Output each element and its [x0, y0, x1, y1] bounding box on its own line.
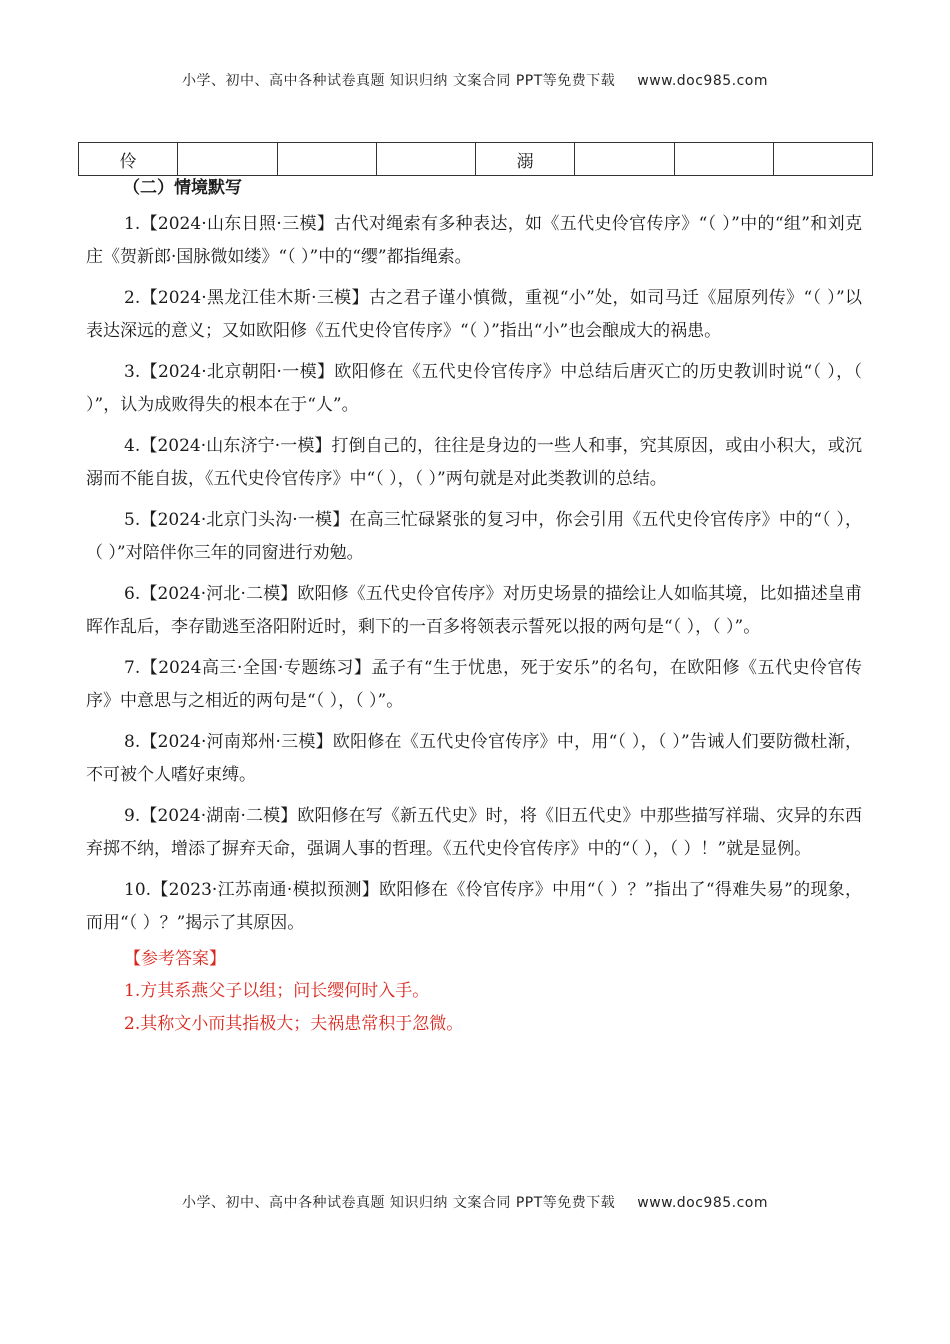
question-item: 9.【2024·湖南·二模】欧阳修在写《新五代史》时，将《旧五代史》中那些描写祥瑞、灾异的东西弃掷不纳，增添了摒弃天命，强调人事的哲理。《五代史伶官传序》中的“（ ），（ ）！”就是显例。	[86, 806, 862, 859]
question-item: 5.【2024·北京门头沟·一模】在高三忙碌紧张的复习中，你会引用《五代史伶官传序》中的“（ ），（ ）”对陪伴你三年的同窗进行劝勉。	[86, 510, 862, 563]
question-item: 4.【2024·山东济宁·一模】打倒自己的，往往是身边的一些人和事，究其原因，或由小积大，或沉溺而不能自拔，《五代史伶官传序》中“（ ），（ ）”两句就是对此类教训的总结。	[86, 436, 862, 489]
question-item: 6.【2024·河北·二模】欧阳修《五代史伶官传序》对历史场景的描绘让人如临其境，比如描述皇甫晖作乱后，李存勖逃至洛阳附近时，剩下的一百多将领表示誓死以报的两句是“（ ），（ ）”。	[86, 584, 862, 637]
table-cell: 伶	[79, 143, 178, 176]
page-footer-banner	[0, 1192, 950, 1212]
page-header-banner	[0, 70, 950, 90]
section-title: （二）情境默写	[123, 178, 242, 198]
table-cell	[674, 143, 773, 176]
table-cell	[575, 143, 674, 176]
question-item: 8.【2024·河南郑州·三模】欧阳修在《五代史伶官传序》中，用“（ ），（ ）”告诫人们要防微杜渐，不可被个人嗜好束缚。	[86, 732, 862, 785]
table-cell	[376, 143, 475, 176]
footer-url[interactable]: www.doc985.com	[637, 1195, 769, 1211]
header-text: 小学、初中、高中各种试卷真题 知识归纳 文案合同 PPT等免费下载	[181, 73, 616, 89]
question-item: 1.【2024·山东日照·三模】古代对绳索有多种表达，如《五代史伶官传序》“（ ）”中的“组”和刘克庄《贺新郎·国脉微如缕》“（ ）”中的“缨”都指绳索。	[86, 214, 862, 267]
table-cell	[773, 143, 872, 176]
document-body	[86, 176, 862, 1040]
header-url[interactable]: www.doc985.com	[637, 73, 769, 89]
character-table	[78, 142, 873, 176]
question-item: 7.【2024高三·全国·专题练习】孟子有“生于忧患，死于安乐”的名句，在欧阳修《五代史伶官传序》中意思与之相近的两句是“（ ），（ ）”。	[86, 658, 862, 711]
question-item: 10.【2023·江苏南通·模拟预测】欧阳修在《伶官传序》中用“（ ）？”指出了“得难失易”的现象，而用“（ ）？”揭示了其原因。	[86, 880, 862, 933]
answer-item: 2.其称文小而其指极大；夫祸患常积于忽微。	[124, 1014, 464, 1034]
question-item: 2.【2024·黑龙江佳木斯·三模】古之君子谨小慎微，重视“小”处，如司马迁《屈原列传》“（ ）”以表达深远的意义；又如欧阳修《五代史伶官传序》“（ ）”指出“小”也会酿成大的祸患。	[86, 288, 862, 341]
table-row	[79, 143, 873, 176]
question-item: 3.【2024·北京朝阳·一模】欧阳修在《五代史伶官传序》中总结后唐灭亡的历史教训时说“（ ），（ ）”，认为成败得失的根本在于“人”。	[86, 362, 862, 415]
answers-title: 【参考答案】	[124, 949, 226, 969]
footer-text: 小学、初中、高中各种试卷真题 知识归纳 文案合同 PPT等免费下载	[181, 1195, 616, 1211]
table-cell: 溺	[476, 143, 575, 176]
table-cell	[178, 143, 277, 176]
table-cell	[277, 143, 376, 176]
answer-item: 1.方其系燕父子以组；问长缨何时入手。	[124, 981, 430, 1001]
